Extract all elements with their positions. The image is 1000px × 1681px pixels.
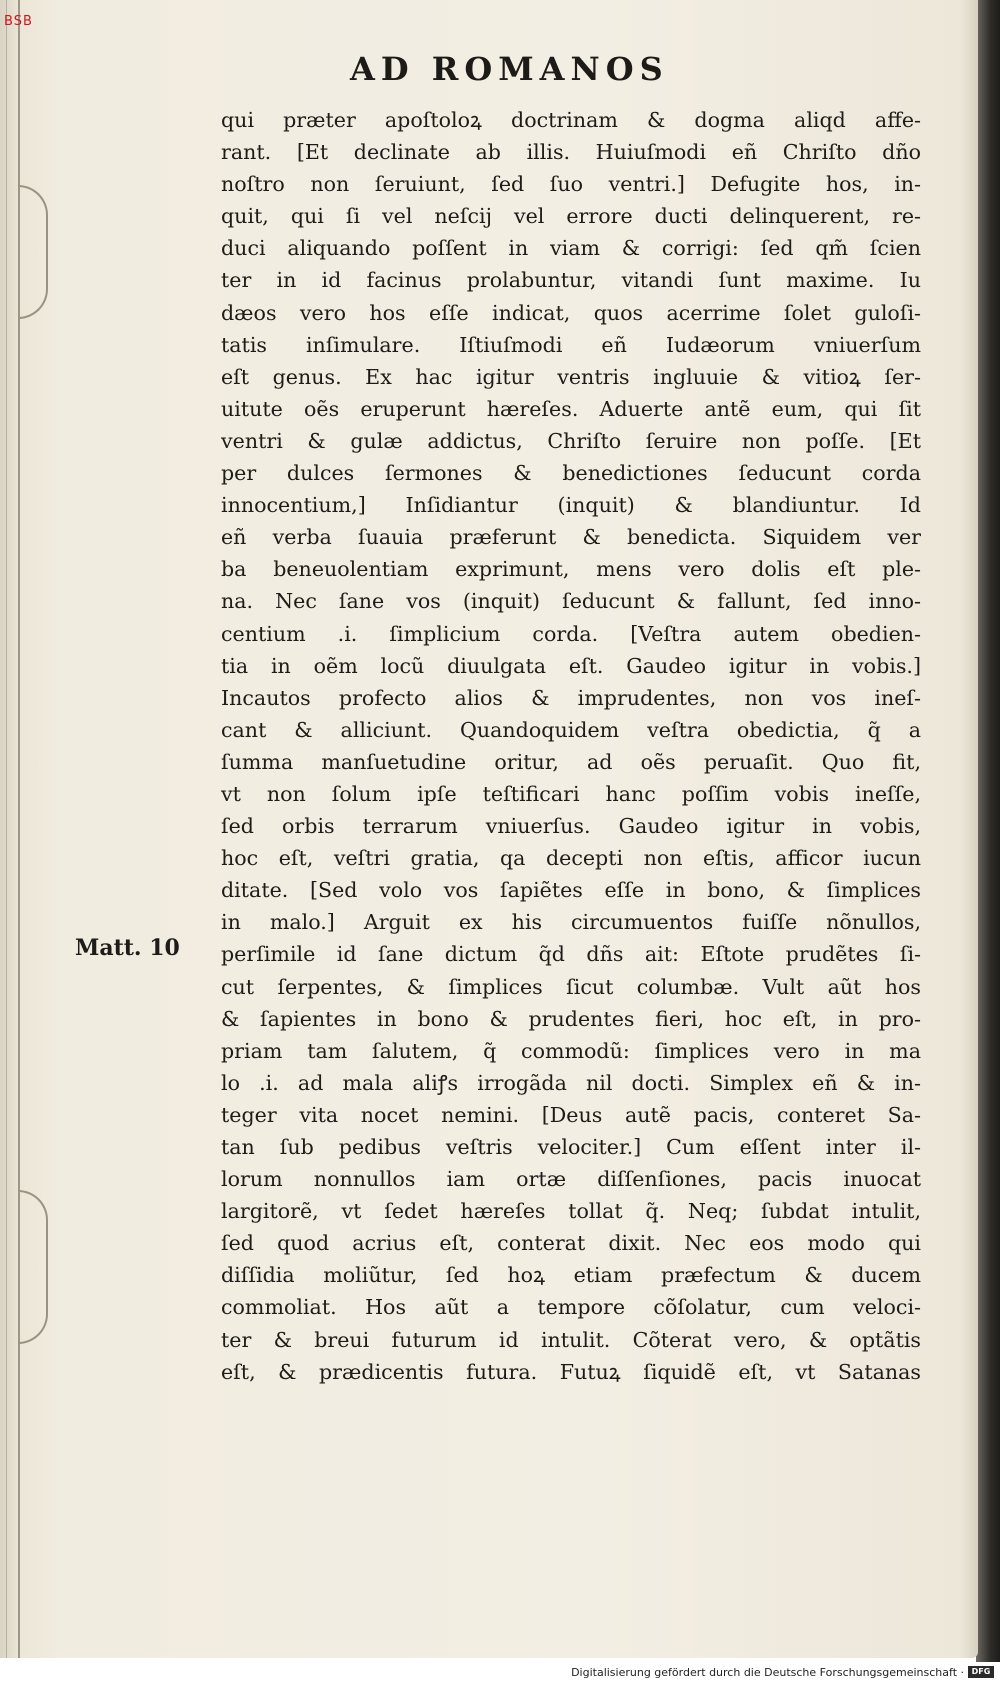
text-line: quit, qui ſi vel neſcij vel errore ducti delinquerent, re-	[221, 204, 921, 229]
text-line: dæos vero hos eſſe indicat, quos acerrime ſolet guloſi-	[221, 300, 921, 325]
text-line: per dulces ſermones & benedictiones ſeducunt corda	[221, 461, 921, 486]
text-line: duci aliquando poſſent in viam & corrigi: ſed qm̃ ſcien	[221, 236, 921, 261]
page-tab-mark	[18, 185, 48, 319]
text-line: noſtro non ſeruiunt, ſed ſuo ventri.] Defugite hos, in-	[221, 172, 921, 197]
text-line: tia in oẽm locũ diuulgata eſt. Gaudeo igitur in vobis.]	[221, 653, 921, 678]
page-gutter-shadow	[6, 0, 7, 1658]
book-edge	[976, 0, 1000, 1662]
text-line: Incautos profecto alios & imprudentes, non vos ineſ-	[221, 685, 921, 710]
text-line: rant. [Et declinate ab illis. Huiuſmodi eñ Chriſto dño	[221, 140, 921, 165]
text-line: diſſidia moliũtur, ſed hoꝝ etiam præfectum & ducem	[221, 1263, 921, 1288]
text-line: lo .i. ad mala aliꝭs irrogãda nil docti. Simplex eñ & in-	[221, 1070, 921, 1095]
text-line: perſimile id ſane dictum q̃d dñs ait: Eſtote prudẽtes ſi-	[221, 942, 921, 967]
text-line: ter & breui futurum id intulit. Cõterat vero, & optãtis	[221, 1327, 921, 1352]
library-stamp: BSB	[4, 14, 33, 29]
footer-credit: Digitalisierung gefördert durch die Deutsche Forschungsgemeinschaft ·	[571, 1666, 964, 1679]
text-line: lorum nonnullos iam ortæ diſſenſiones, pacis inuocat	[221, 1167, 921, 1192]
running-head: AD ROMANOS	[350, 50, 669, 88]
text-line: teger vita nocet nemini. [Deus autẽ pacis, conteret Sa-	[221, 1102, 921, 1127]
text-line: ſumma manſuetudine oritur, ad oẽs peruaſit. Quo fit,	[221, 749, 921, 774]
text-line: innocentium,] Inſidiantur (inquit) & blandiuntur. Id	[221, 493, 921, 518]
page-tab-mark	[18, 1190, 48, 1344]
text-line: ventri & gulæ addictus, Chriſto ſeruire non poſſe. [Et	[221, 428, 921, 453]
text-line: cant & alliciunt. Quandoquidem veſtra obedictia, q̃ a	[221, 717, 921, 742]
text-line: tan ſub pedibus veſtris velociter.] Cum eſſent inter il-	[221, 1135, 921, 1159]
text-line: commoliat. Hos aũt a tempore cõſolatur, cum veloci-	[221, 1295, 921, 1320]
text-line: eñ verba ſuauia præferunt & benedicta. Siquidem ver	[221, 525, 921, 550]
text-line: ſed orbis terrarum vniuerſus. Gaudeo igitur in vobis,	[221, 814, 921, 839]
text-line: in malo.] Arguit ex his circumuentos fuiſſe nõnullos,	[221, 910, 921, 935]
text-line: na. Nec ſane vos (inquit) ſeducunt & fallunt, ſed inno-	[221, 589, 921, 614]
text-line: ter in id facinus prolabuntur, vitandi ſunt maxime. Iu	[221, 268, 921, 293]
text-line: eſt, & prædicentis futura. Futuꝝ ſiquidẽ eſt, vt Satanas	[221, 1359, 921, 1384]
text-line: ditate. [Sed volo vos ſapiẽtes eſſe in bono, & ſimplices	[221, 878, 921, 903]
text-line: ba beneuolentiam exprimunt, mens vero dolis eſt ple-	[221, 557, 921, 582]
text-line: qui præter apoſtoloꝝ doctrinam & dogma aliqd affe-	[221, 108, 921, 132]
text-line: vt non ſolum ipſe teſtificari hanc poſſim vobis ineſſe,	[221, 781, 921, 806]
text-line: & ſapientes in bono & prudentes fieri, hoc eſt, in pro-	[221, 1006, 921, 1031]
text-line: uitute oẽs eruperunt hæreſes. Aduerte antẽ eum, qui ſit	[221, 396, 921, 421]
text-line: largitorẽ, vt ſedet hæreſes tollat q̃. Neq; ſubdat intulit,	[221, 1199, 921, 1224]
text-line: ſed quod acrius eſt, conterat dixit. Nec eos modo qui	[221, 1231, 921, 1256]
body-text	[221, 104, 921, 1388]
text-line: centium .i. ſimplicium corda. [Veſtra autem obedien-	[221, 621, 921, 646]
footer-bar	[0, 1662, 1000, 1681]
dfg-logo: DFG	[968, 1666, 994, 1678]
text-line: eſt genus. Ex hac igitur ventris ingluuie & vitioꝝ ſer-	[221, 364, 921, 389]
text-line: tatis inſimulare. Iſtiuſmodi eñ Iudæorum vniuerſum	[221, 332, 921, 357]
text-line: priam tam ſalutem, q̃ commodũ: ſimplices vero in ma	[221, 1038, 921, 1063]
margin-note: Matt. 10	[75, 935, 180, 961]
text-line: hoc eſt, veſtri gratia, qa decepti non eſtis, afficor iucun	[221, 846, 921, 871]
text-line: cut ſerpentes, & ſimplices ſicut columbæ. Vult aũt hos	[221, 974, 921, 999]
